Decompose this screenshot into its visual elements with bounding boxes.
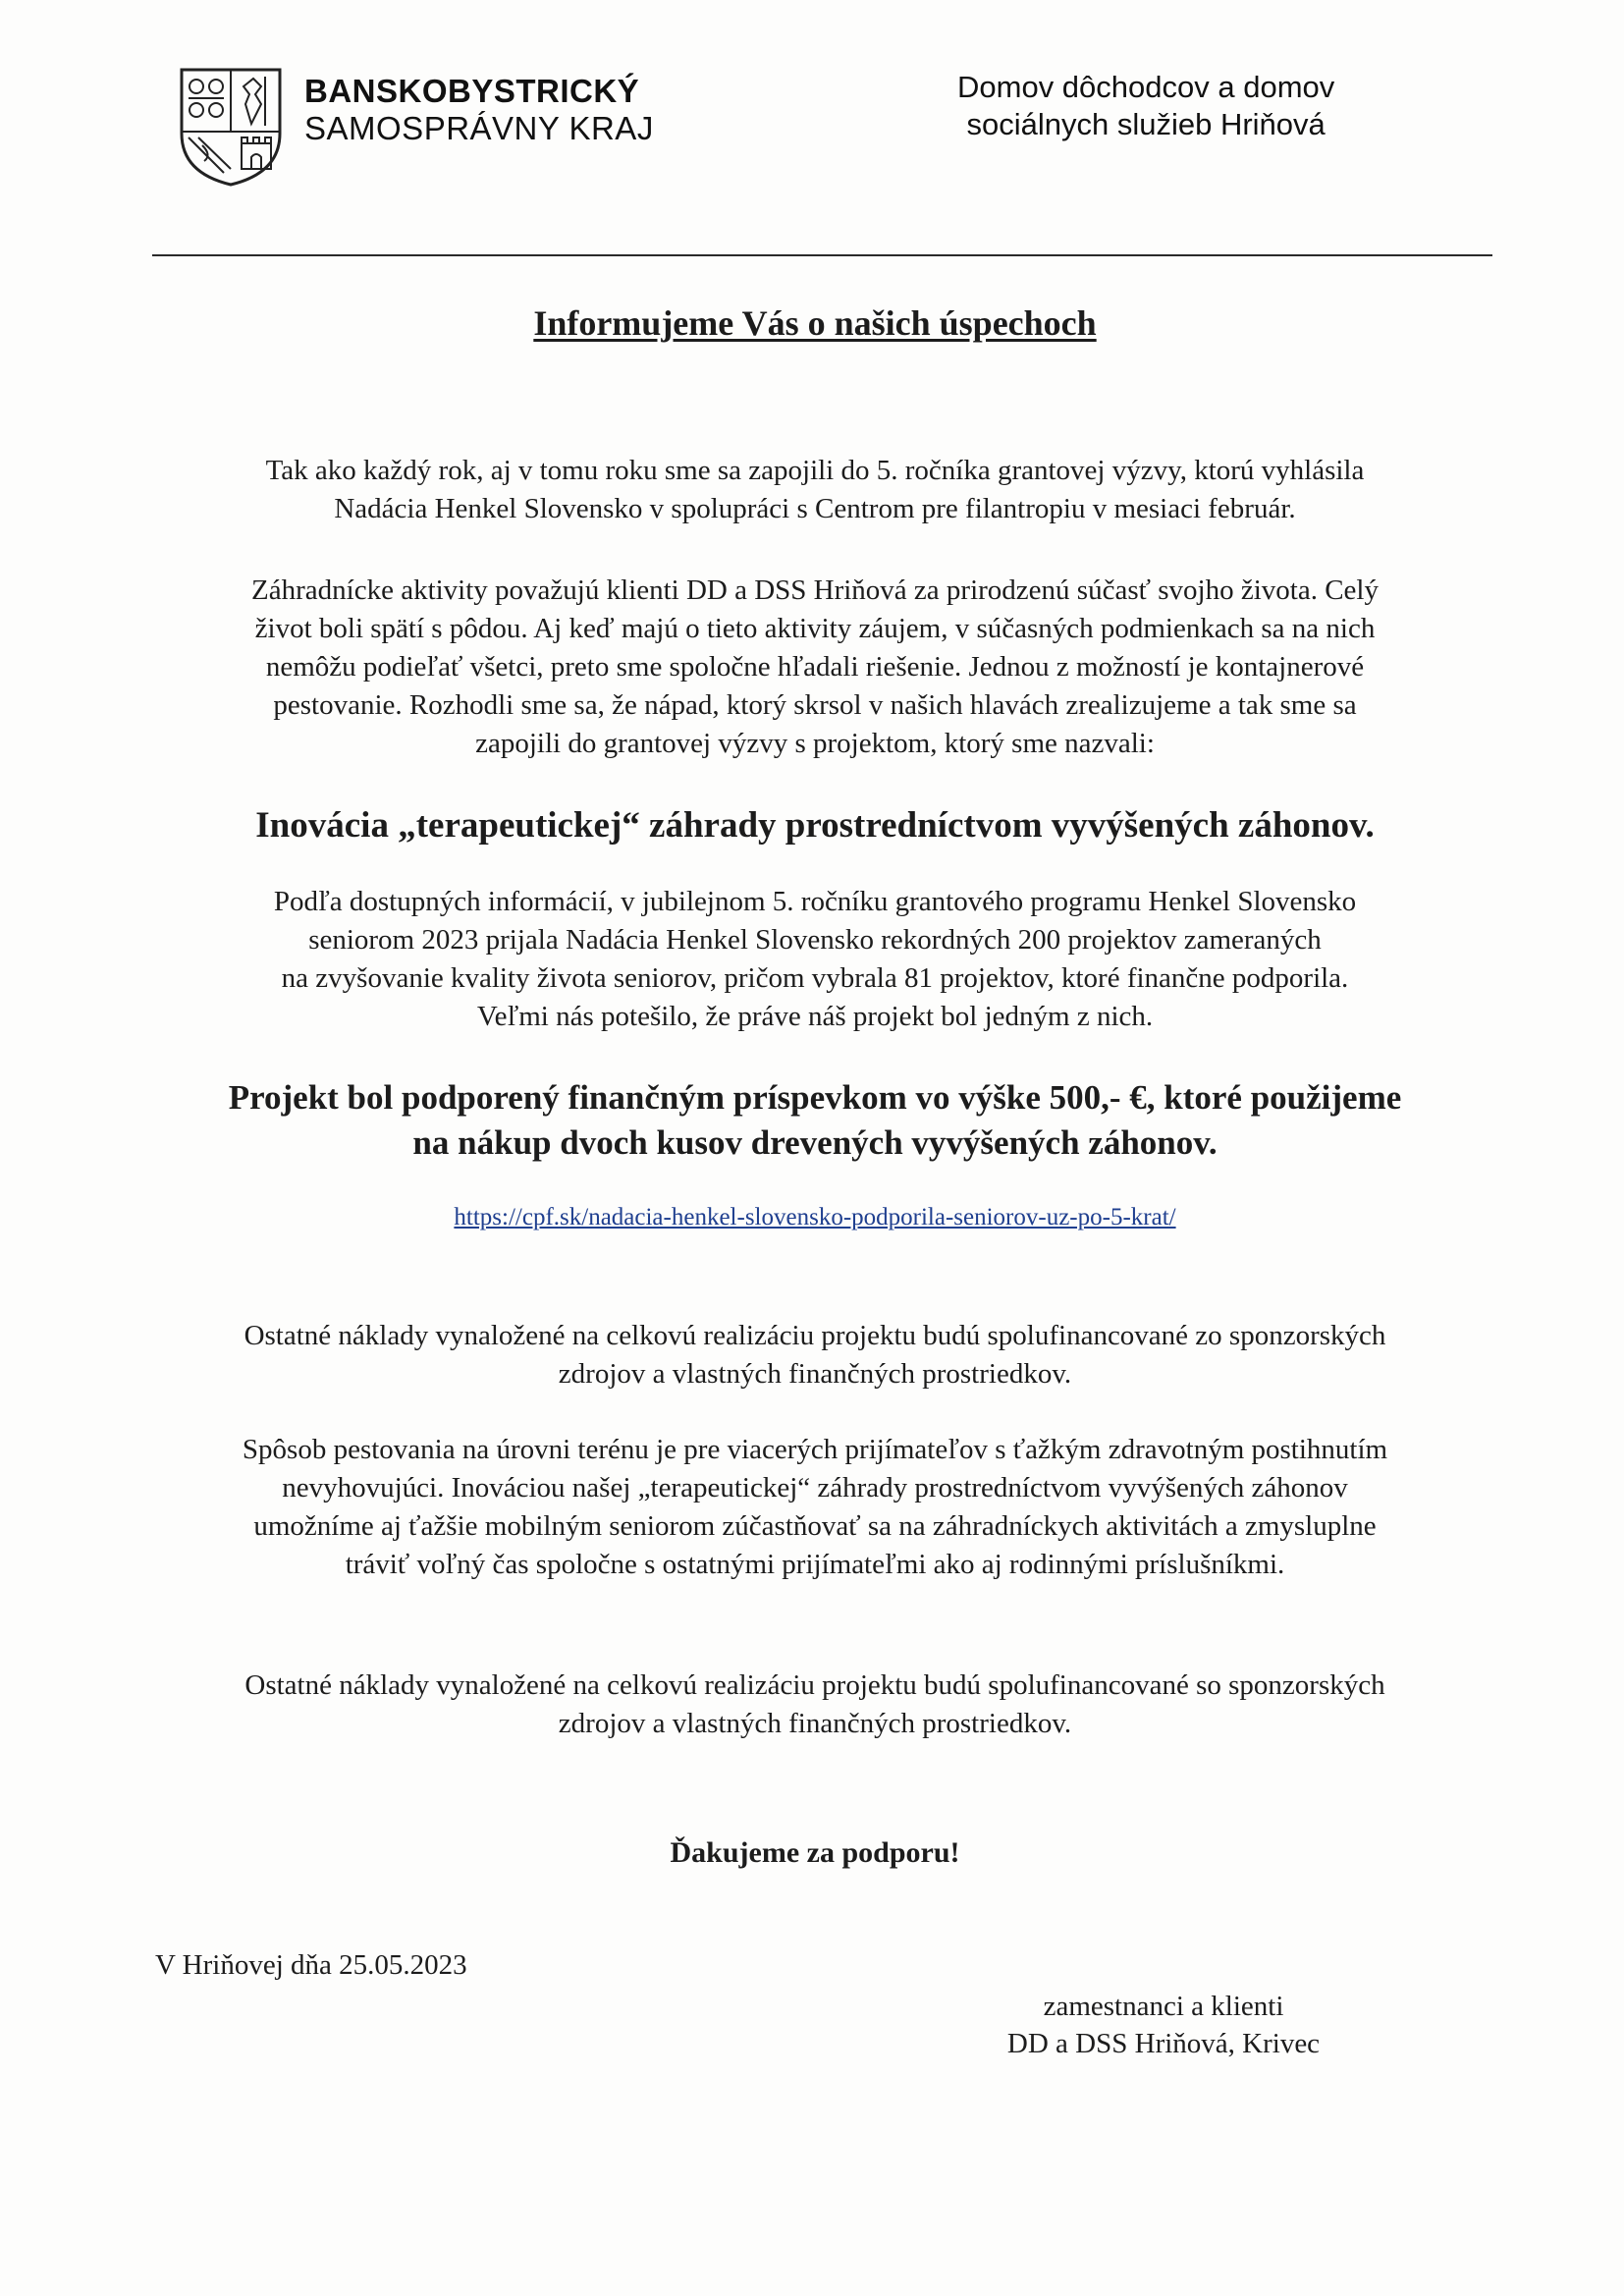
text-line: Ostatné náklady vynaložené na celkovú realizáciu projektu budú spolufinancované zo sponzorských	[244, 1320, 1386, 1351]
source-link[interactable]: https://cpf.sk/nadacia-henkel-slovensko-podporila-seniorov-uz-po-5-krat/	[454, 1204, 1176, 1230]
text-line: na zvyšovanie kvality života seniorov, pričom vybrala 81 projektov, ktoré finančne podporila.	[281, 962, 1349, 994]
text-line: zdrojov a vlastných finančných prostriedkov.	[558, 1708, 1072, 1739]
paragraph-grant-info	[147, 883, 1483, 1036]
facility-name-line2: sociálnych služieb Hriňová	[966, 107, 1326, 141]
paragraph-costs-repeat	[147, 1667, 1483, 1743]
project-title: Inovácia „terapeutickej“ záhrady prostredníctvom vyvýšených záhonov.	[255, 805, 1375, 846]
facility-name-line1: Domov dôchodcov a domov	[957, 70, 1335, 104]
coat-of-arms-icon	[177, 65, 285, 189]
text-line: pestovanie. Rozhodli sme sa, že nápad, ktorý skrsol v našich hlavách zrealizujeme a tak sme sa	[273, 689, 1357, 721]
text-line: seniorom 2023 prijala Nadácia Henkel Slovensko rekordných 200 projektov zameraných	[308, 924, 1322, 956]
text-line: Ostatné náklady vynaložené na celkovú realizáciu projektu budú spolufinancované so sponzorských	[244, 1669, 1385, 1701]
region-name-line2: SAMOSPRÁVNY KRAJ	[304, 110, 654, 146]
signature-line1: zamestnanci a klienti	[1043, 1991, 1284, 2022]
text-line: život boli spätí s pôdou. Aj keď majú o tieto aktivity záujem, v súčasných podmienkach sa na nich	[254, 613, 1376, 644]
paragraph-intro	[147, 452, 1483, 528]
text-line: nemôžu podieľať všetci, preto sme spoločne hľadali riešenie. Jednou z možností je kontajnerové	[265, 651, 1365, 683]
signature-block	[972, 1988, 1355, 2062]
funding-highlight	[147, 1075, 1483, 1166]
paragraph-gardening	[147, 572, 1483, 763]
text-line: umožníme aj ťažšie mobilným seniorom zúčastňovať sa na záhradníckych aktivitách a zmysluplne	[253, 1510, 1377, 1542]
letterhead	[177, 61, 1502, 189]
paragraph-costs	[147, 1317, 1483, 1394]
text-line: tráviť voľný čas spoločne s ostatnými prijímateľmi ako aj rodinnými príslušníkmi.	[345, 1549, 1285, 1580]
place-and-date: V Hriňovej dňa 25.05.2023	[155, 1949, 467, 1981]
text-line: zapojili do grantovej výzvy s projektom, ktorý sme nazvali:	[475, 728, 1155, 759]
text-line: Nadácia Henkel Slovensko v spolupráci s Centrom pre filantropiu v mesiaci február.	[334, 493, 1296, 524]
region-name-line1: BANSKOBYSTRICKÝ	[304, 73, 640, 109]
paragraph-innovation	[147, 1431, 1483, 1584]
text-line: na nákup dvoch kusov drevených vyvýšených záhonov.	[412, 1123, 1218, 1162]
text-line: Spôsob pestovania na úrovni terénu je pre viacerých prijímateľov s ťažkým zdravotným postihnutím	[242, 1434, 1388, 1465]
text-line: Tak ako každý rok, aj v tomu roku sme sa zapojili do 5. ročníka grantovej výzvy, ktorú vyhlásila	[265, 455, 1365, 486]
text-line: Podľa dostupných informácií, v jubilejnom 5. ročníku grantového programu Henkel Slovensko	[273, 886, 1357, 917]
signature-line2: DD a DSS Hriňová, Krivec	[1006, 2028, 1321, 2059]
text-line: zdrojov a vlastných finančných prostriedkov.	[558, 1358, 1072, 1390]
text-line: Veľmi nás potešilo, že práve náš projekt bol jedným z nich.	[476, 1001, 1154, 1032]
text-line: Záhradnícke aktivity považujú klienti DD a DSS Hriňová za prirodzenú súčasť svojho života. Celý	[251, 574, 1379, 606]
facility-name	[957, 69, 1334, 143]
thank-you-line: Ďakujeme za podporu!	[670, 1836, 960, 1869]
document-title: Informujeme Vás o našich úspechoch	[533, 303, 1097, 343]
region-name	[304, 73, 654, 147]
text-line: nevyhovujúci. Inováciou našej „terapeutickej“ záhrady prostredníctvom vyvýšených záhonov	[282, 1472, 1348, 1503]
letter-body	[147, 295, 1483, 1873]
header-divider	[152, 254, 1492, 256]
text-line: Projekt bol podporený finančným príspevkom vo výške 500,- €, ktoré použijeme	[228, 1078, 1402, 1117]
